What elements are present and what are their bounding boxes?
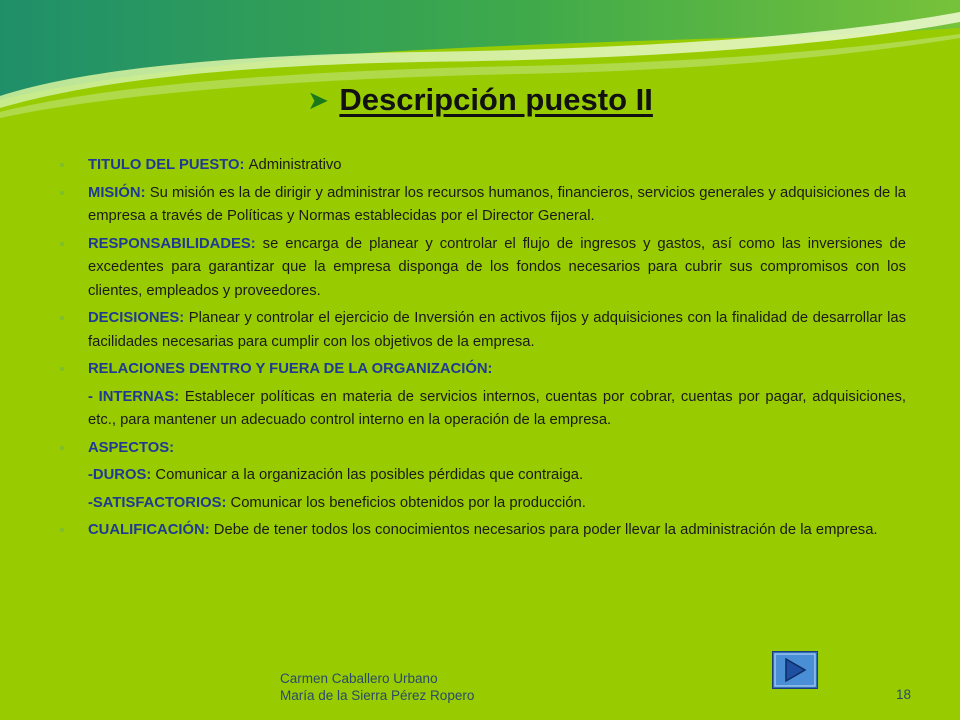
arrowhead-bullet-icon: ➤ [307,84,329,115]
paragraph-label: TITULO DEL PUESTO [88,157,240,173]
paragraph-separator: : [146,467,156,483]
paragraph-label: RESPONSABILIDADES [88,235,251,252]
author-line: María de la Sierra Pérez Ropero [280,688,475,703]
paragraph-separator: : [179,310,189,326]
paragraph-label: DECISIONES [88,310,180,326]
paragraph-separator: : [140,184,150,201]
paragraph-label: - INTERNAS [88,388,175,405]
body-paragraph [60,182,906,229]
body-paragraph [60,437,906,461]
paragraph-text: Planear y controlar el ejercicio de Inversión en activos fijos y adquisiciones con la finalidad de desarrollar las facilidades necesarias para cumplir con los objetivos de la empresa. [88,310,906,350]
slide-body [60,154,906,547]
paragraph-text: Su misión es la de dirigir y administrar los recursos humanos, financieros, servicios generales y adquisiciones de la empresa a través de Políticas y Normas establecidas por el Director General. [88,184,906,224]
bullet-icon [60,446,64,450]
paragraph-text: Debe de tener todos los conocimientos necesarios para poder llevar la administración de la empresa. [213,522,878,538]
paragraph-text: Establecer políticas en materia de servicios internos, cuentas por cobrar, cuentas por pagar, adquisiciones, etc., para mantener un adecuado control interno en la operación de la empresa. [88,388,906,428]
paragraph-label: ASPECTOS: [88,439,175,456]
paragraph-text: Administrativo [248,157,342,173]
paragraph-separator: : [239,157,249,173]
body-paragraph [60,233,906,304]
paragraph-label: MISIÓN [88,184,141,201]
paragraph-separator: : [250,235,263,252]
paragraph-label: RELACIONES DENTRO Y FUERA DE LA ORGANIZACIÓN: [88,361,493,377]
bullet-icon [60,191,64,195]
footer-authors [280,670,474,704]
body-paragraph [60,154,906,178]
body-paragraph [60,307,906,354]
body-paragraph [60,358,906,382]
paragraph-label: -DUROS [88,467,147,483]
body-paragraph [60,519,906,543]
slide-title-row [0,82,960,118]
paragraph-text: Comunicar a la organización las posibles pérdidas que contraiga. [155,467,584,483]
bullet-icon [60,528,64,532]
paragraph-text: se encarga de planear y controlar el flujo de ingresos y gastos, así como las inversiones de excedentes para garantizar que la empresa disponga de los fondos necesarios para cubrir sus compromisos con los clientes, empleados y proveedores. [88,235,906,299]
paragraph-separator: : [174,388,185,405]
page-number: 18 [896,687,912,702]
paragraph-label: -SATISFACTORIOS: [88,494,227,511]
bullet-icon [60,316,64,320]
next-slide-icon[interactable] [772,651,818,689]
body-paragraph [60,386,906,433]
body-paragraph [60,464,906,488]
bullet-icon [60,163,64,167]
paragraph-label: CUALIFICACIÓN: [88,522,210,538]
bullet-icon [60,367,64,371]
author-line: Carmen Caballero Urbano [280,671,438,686]
bullet-icon [60,242,64,246]
body-paragraph [60,492,906,516]
paragraph-text: Comunicar los beneficios obtenidos por la producción. [230,494,586,511]
slide-title: Descripción puesto II [339,82,653,117]
